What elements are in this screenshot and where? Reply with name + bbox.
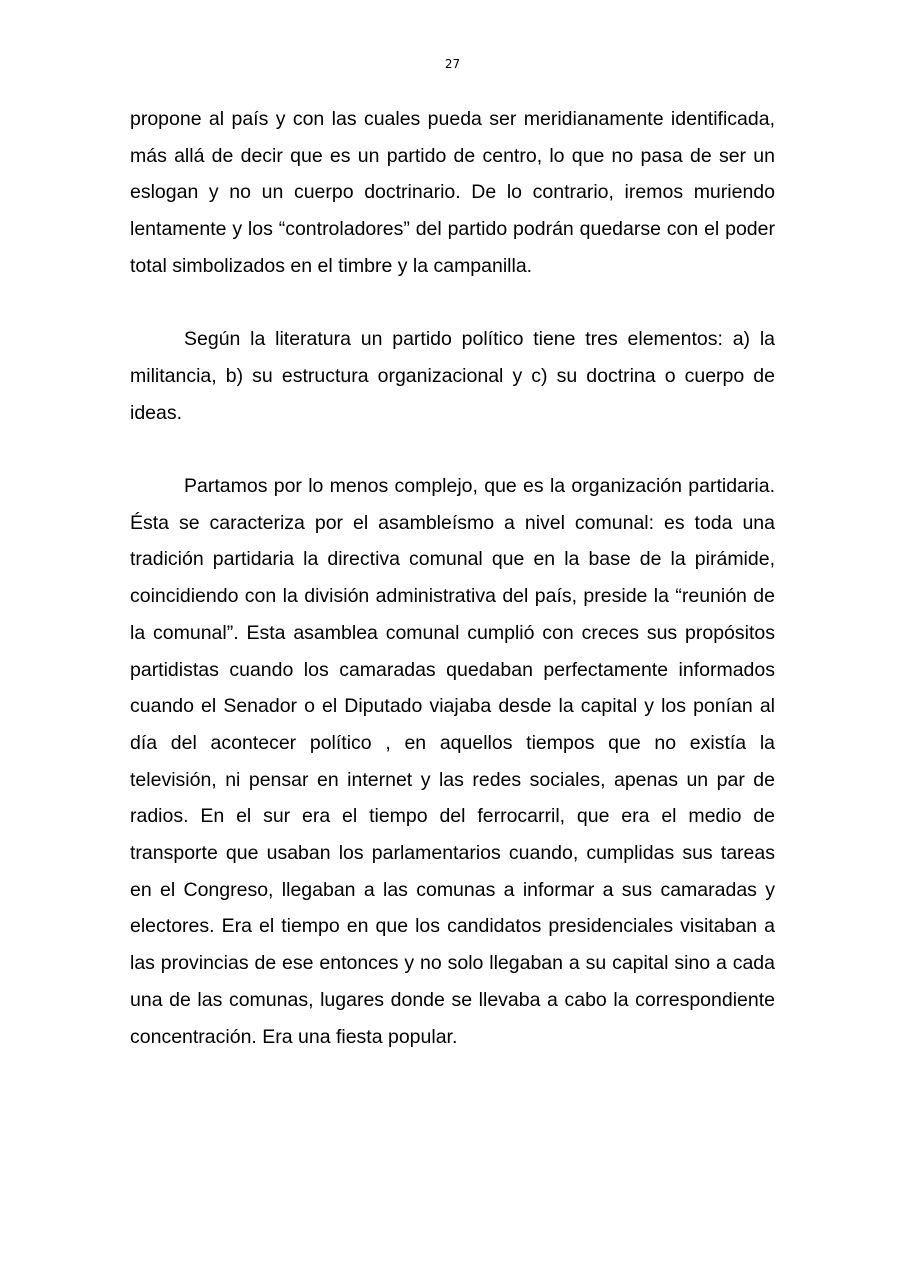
body-text — [130, 101, 775, 1055]
paragraph-continuation: propone al país y con las cuales pueda ser meridianamente identificada, más allá de decir que es un partido de centro, lo que no pasa de ser un eslogan y no un cuerpo doctrinario. De lo contrario, iremos muriendo lentamente y los “controladores” del partido podrán quedarse con el poder total simbolizados en el timbre y la campanilla. — [130, 108, 775, 277]
paragraph-party-organization: Partamos por lo menos complejo, que es la organización partidaria. Ésta se caracteriza por el asambleísmo a nivel comunal: es toda una tradición partidaria la directiva comunal que en la base de la pirámide, coincidiendo con la división administrativa del país, preside la “reunión de la comunal”. Esta asamblea comunal cumplió con creces sus propósitos partidistas cuando los camaradas quedaban perfectamente informados cuando el Senador o el Diputado viajaba desde la capital y los ponían al día del acontecer político , en aquellos tiempos que no existía la televisión, ni pensar en internet y las redes sociales, apenas un par de radios. En el sur era el tiempo del ferrocarril, que era el medio de transporte que usaban los parlamentarios cuando, cumplidas sus tareas en el Congreso, llegaban a las comunas a informar a sus camaradas y electores. Era el tiempo en que los candidatos presidenciales visitaban a las provincias de ese entonces y no solo llegaban a su capital sino a cada una de las comunas, lugares donde se llevaba a cabo la correspondiente concentración. Era una fiesta popular. — [130, 475, 775, 1048]
paragraph-party-elements: Según la literatura un partido político tiene tres elementos: a) la militancia, b) su estructura organizacional y c) su doctrina o cuerpo de ideas. — [130, 328, 775, 424]
page-number: 27 — [444, 57, 461, 71]
